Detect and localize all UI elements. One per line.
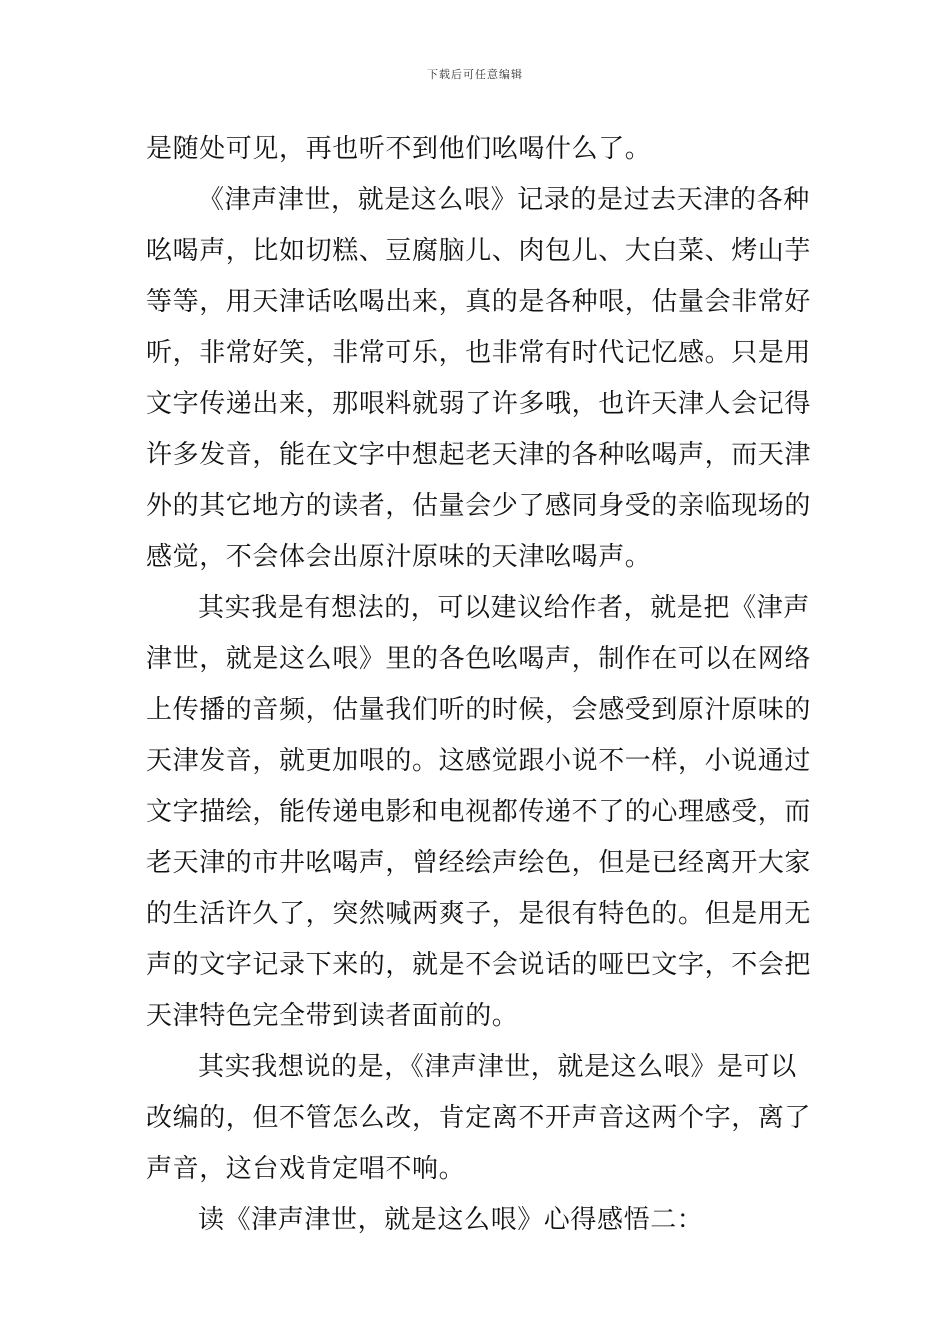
text-line: 等等，用天津话吆喝出来，真的是各种哏，估量会非常好	[146, 287, 812, 317]
text-line: 听，非常好笑，非常可乐，也非常有时代记忆感。只是用	[146, 338, 812, 368]
text-line: 上传播的音频，估量我们听的时候，会感受到原汁原味的	[146, 695, 812, 725]
text-line: 感觉，不会体会出原汁原味的天津吆喝声。	[146, 542, 652, 572]
text-line: 老天津的市井吆喝声，曾经绘声绘色，但是已经离开大家	[146, 848, 812, 878]
text-line: 文字描绘，能传递电影和电视都传递不了的心理感受，而	[146, 797, 812, 827]
page-header: 下载后可任意编辑	[427, 68, 523, 81]
document-body	[146, 124, 812, 1246]
text-line: 声音，这台戏肯定唱不响。	[146, 1154, 466, 1184]
paragraph-first-line: 其实我想说的是，《津声津世，就是这么哏》是可以	[198, 1052, 797, 1082]
paragraph-first-line: 其实我是有想法的，可以建议给作者，就是把《津声	[198, 593, 810, 623]
text-line: 文字传递出来，那哏料就弱了许多哦，也许天津人会记得	[146, 389, 812, 419]
paragraph-first-line: 《津声津世，就是这么哏》记录的是过去天津的各种	[198, 185, 810, 215]
text-line: 吆喝声，比如切糕、豆腐脑儿、肉包儿、大白菜、烤山芋	[146, 236, 812, 266]
text-line: 天津发音，就更加哏的。这感觉跟小说不一样，小说通过	[146, 746, 812, 776]
section-heading: 读《津声津世，就是这么哏》心得感悟二：	[198, 1205, 704, 1235]
text-line: 外的其它地方的读者，估量会少了感同身受的亲临现场的	[146, 491, 812, 521]
text-line: 许多发音，能在文字中想起老天津的各种吆喝声，而天津	[146, 440, 812, 470]
text-line: 声的文字记录下来的，就是不会说话的哑巴文字，不会把	[146, 950, 812, 980]
text-line: 是随处可见，再也听不到他们吆喝什么了。	[146, 134, 652, 164]
text-line: 改编的，但不管怎么改，肯定离不开声音这两个字，离了	[146, 1103, 812, 1133]
text-line: 津世，就是这么哏》里的各色吆喝声，制作在可以在网络	[146, 644, 812, 674]
text-line: 的生活许久了，突然喊两爽子，是很有特色的。但是用无	[146, 899, 812, 929]
text-line: 天津特色完全带到读者面前的。	[146, 1001, 519, 1031]
